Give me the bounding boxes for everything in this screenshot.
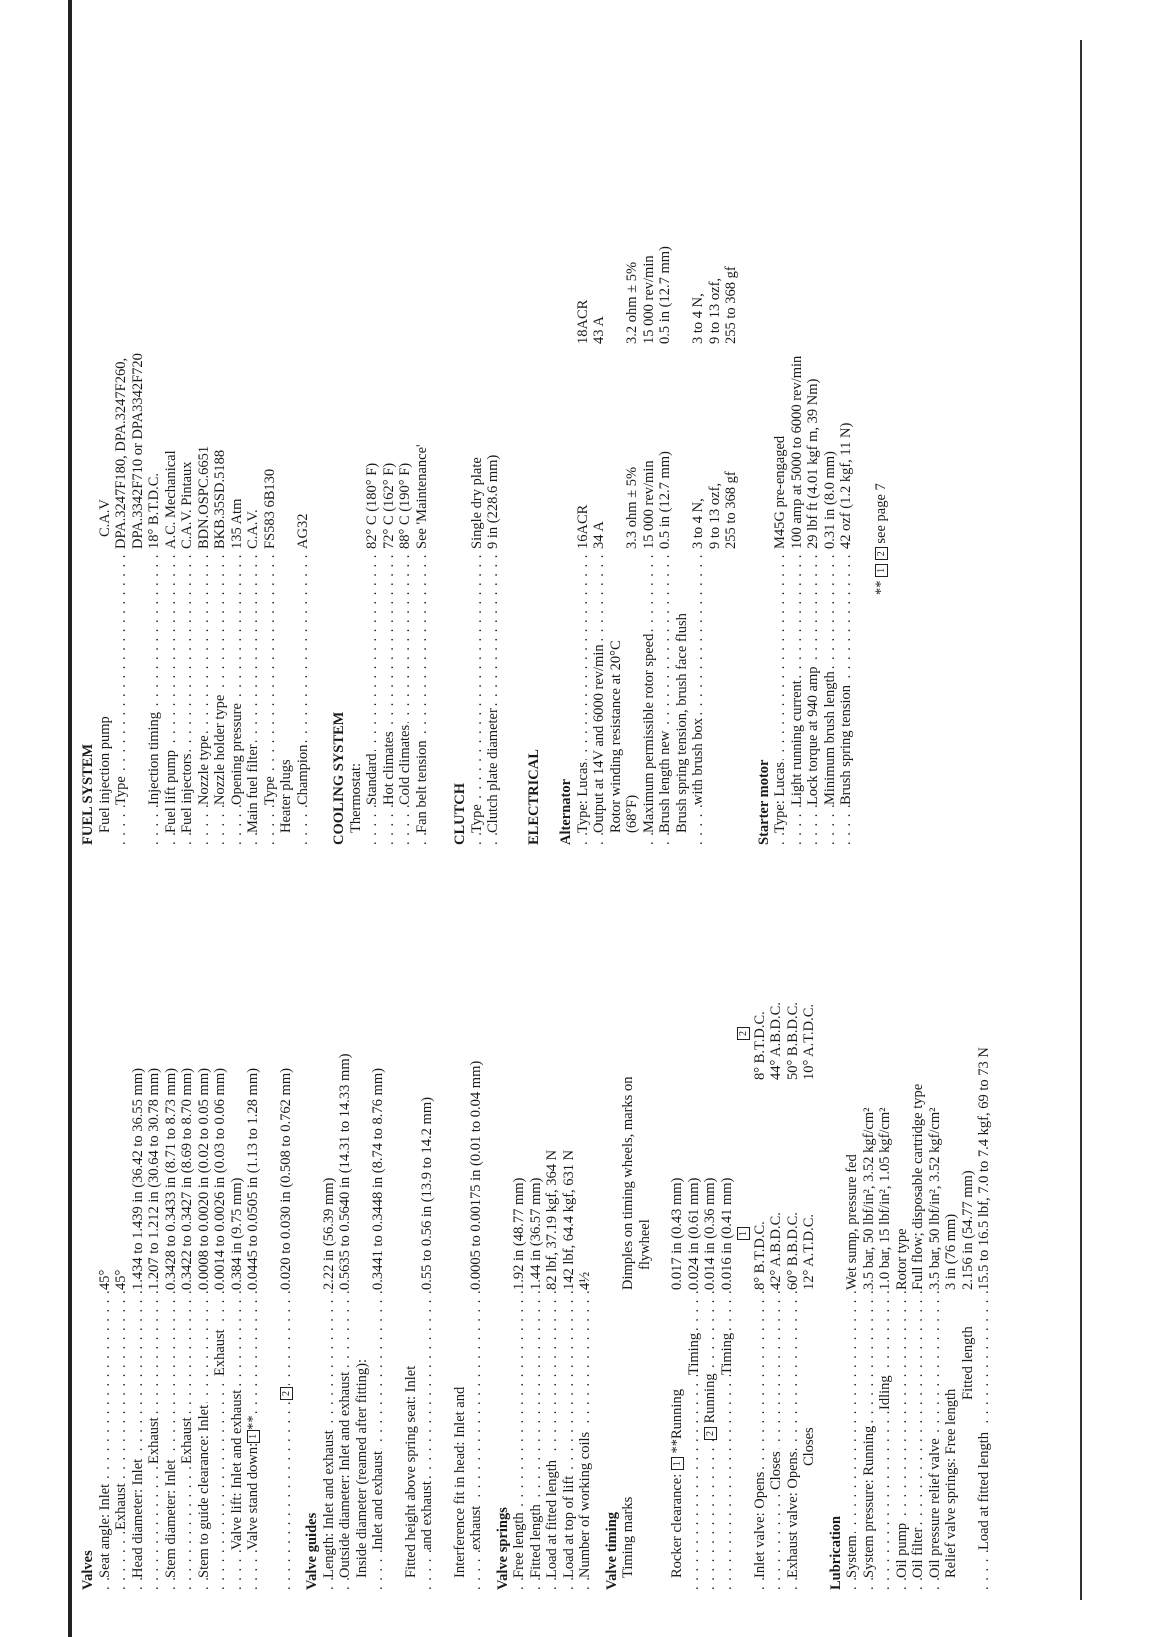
- spec-row: Timing . . . 0.024 in (0.61 mm): [686, 810, 703, 1590]
- rocker-box-2: 2: [704, 1427, 717, 1440]
- specifications-sheet: [80, 110, 1080, 1590]
- spec-row: Thermostat:: [347, 762, 364, 833]
- spec-row: flywheel: [637, 810, 654, 1590]
- spec-row: Nozzle type . . . BDN.OSPC.6651: [196, 110, 213, 845]
- spec-row: 255 to 368 gf 255 to 368 gf: [723, 110, 740, 845]
- spec-row: Idling . . . 1.0 bar, 15 lbf/in², 1.05 kgf/cm²: [877, 810, 894, 1590]
- spec-row: Oil filter . . . Full flow; disposable cartridge type: [910, 810, 927, 1590]
- spec-row: Type . . . Single dry plate: [469, 110, 486, 845]
- spec-row: Type: Lucas . . . 16ACR 18ACR: [575, 110, 592, 845]
- spec-row: Type . . . DPA.3247F180, DPA.3247F260,: [113, 110, 130, 845]
- lubrication-section: [828, 810, 993, 1590]
- valves-section: [80, 810, 294, 1590]
- spec-row: Number of working coils . . . 4½: [577, 810, 594, 1590]
- spec-row: Exhaust . . . 1.207 to 1.212 in (30.64 to 30.78 mm): [146, 810, 163, 1590]
- spec-row: Brush spring tension . . . 42 ozf (1.2 kgf, 11 N): [838, 110, 855, 845]
- timing-column-headers: 1 2: [735, 810, 752, 1590]
- spec-row: exhaust . . . 0.0005 to 0.00175 in (0.01 to 0.04 mm): [468, 810, 485, 1590]
- spec-row: Champion . . . AG32: [295, 110, 312, 845]
- spec-row: Timing marks Dimples on timing wheels, marks on: [620, 1076, 636, 1578]
- alternator-title: Alternator: [558, 778, 574, 845]
- spec-row: with brush box . . . 3 to 4 N, 3 to 4 N,: [690, 110, 707, 845]
- spec-row: Nozzle holder type . . . BKB.35SD.5188: [212, 110, 229, 845]
- bottom-rule: [1080, 40, 1082, 1600]
- spec-row: Fitted length . . . 1.44 in (36.57 mm): [528, 810, 545, 1590]
- spec-row: (68°F) 3.3 ohm ± 5% 3.2 ohm ± 5%: [624, 261, 640, 833]
- spec-row: Outside diameter: Inlet and exhaust . . . 0.5635 to 0.5640 in (14.31 to 14.33 mm): [337, 810, 354, 1590]
- spec-row: Injection timing . . . 18° B.T.D.C.: [146, 110, 163, 845]
- spec-row: Load at top of lift . . . 142 lbf, 64.4 kgf, 631 N: [561, 810, 578, 1590]
- footnote-box-2: 2: [280, 1387, 293, 1400]
- spec-row: Relief valve springs: Free length 3 in (76 mm): [943, 1213, 959, 1578]
- cooling-system-section: [331, 110, 430, 845]
- spec-row: Valve stand down:1** . . . 0.0445 to 0.0505 in (1.13 to 1.28 mm): [245, 810, 262, 1590]
- spec-row: Length: Inlet and exhaust . . . 2.22 in (56.39 mm): [321, 810, 338, 1590]
- cooling-system-title: COOLING SYSTEM: [331, 711, 347, 845]
- spec-row: Head diameter: Inlet . . . 1.434 to 1.439 in (36.42 to 36.55 mm): [130, 810, 147, 1590]
- valve-guides-section: [304, 810, 485, 1590]
- spec-row: Fuel lift pump . . . A.C. Mechanical: [163, 110, 180, 845]
- fuel-system-title: FUEL SYSTEM: [80, 743, 96, 845]
- valve-guides-title: Valve guides: [304, 1512, 320, 1590]
- spec-row: Closes . . . 42° A.B.D.C. 44° A.B.D.C.: [768, 810, 785, 1590]
- spec-row: Exhaust . . . 0.3422 to 0.3427 in (8.69 to 8.70 mm): [179, 810, 196, 1590]
- electrical-title: ELECTRICAL: [525, 749, 542, 845]
- spec-row: and exhaust . . . 0.55 to 0.56 in (13.9 to 14.2 mm): [419, 810, 436, 1590]
- spec-row: Fitted length 2.156 in (54.77 mm): [959, 1170, 976, 1400]
- spec-row: Interference fit in head: Inlet and: [451, 1386, 468, 1578]
- valve-timing-title: Valve timing: [603, 1511, 620, 1590]
- spec-row: Brush length new . . . 0.5 in (12.7 mm) 0.5 in (12.7 mm): [657, 110, 674, 845]
- spec-row: Light running current . . . 100 amp at 5000 to 6000 rev/min: [789, 110, 806, 845]
- spec-row: Fuel injection pump C.A.V: [96, 499, 113, 833]
- spec-row: Fitted height above spring seat: Inlet: [402, 1365, 419, 1578]
- spec-row: Free length . . . 1.92 in (48.77 mm): [511, 810, 528, 1590]
- footnote: ** 1 2 see page 7: [872, 483, 889, 595]
- spec-row: 9 to 13 ozf, 9 to 13 ozf,: [707, 110, 724, 845]
- spec-row: DPA.3342F710 or DPA3342F720: [130, 110, 147, 845]
- spec-row: Timing . . . 0.016 in (0.41 mm): [719, 810, 736, 1590]
- spec-row: Cold climates . . . 88° C (190° F): [397, 110, 414, 845]
- spec-row: Hot climates . . . 72° C (162° F): [381, 110, 398, 845]
- spec-row: Brush spring tension, brush face flush: [673, 613, 690, 833]
- spec-row: Oil pressure relief valve . . . 3.5 bar, 50 lbf/in², 3.52 kgf/cm²: [927, 810, 944, 1590]
- spec-row: Closes 12° A.T.D.C. 10° A.T.D.C.: [801, 1003, 817, 1466]
- electrical-section: [526, 110, 855, 845]
- spec-row: 2 Running . . . 0.014 in (0.36 mm): [702, 810, 719, 1590]
- spec-row: System . . . Wet sump, pressure fed: [844, 810, 861, 1590]
- spec-row: Stem to guide clearance: Inlet . . . 0.0008 to 0.0020 in (0.02 to 0.05 mm): [196, 810, 213, 1590]
- footnote-box-2: 2: [875, 547, 888, 560]
- spec-row: Lock torque at 940 amp . . . 29 lbf ft (4.01 kgf m, 39 Nm): [805, 110, 822, 845]
- spec-row: Output at 14V and 6000 rev/min . . . 34 A 43 A: [591, 110, 608, 845]
- spec-row: Exhaust . . . 0.0014 to 0.0026 in (0.03 to 0.06 mm): [212, 810, 229, 1590]
- spec-row: Fan belt tension . . . See 'Maintenance': [414, 110, 431, 845]
- spec-row: Standard . . . 82° C (180° F): [364, 110, 381, 845]
- clutch-title: CLUTCH: [452, 782, 468, 845]
- spec-row: Rocker clearance: 1 **Running 0.017 in (0.43 mm): [669, 1177, 685, 1578]
- clutch-section: [452, 110, 502, 845]
- spec-row: Clutch plate diameter . . . 9 in (228.6 mm): [485, 110, 502, 845]
- valves-title: Valves: [80, 1550, 96, 1590]
- lubrication-title: Lubrication: [827, 1515, 844, 1590]
- spec-row: Rotor winding resistance at 20°C: [607, 640, 624, 833]
- valve-timing-section: [604, 810, 818, 1590]
- top-rule: [68, 0, 72, 1637]
- spec-row: Heater plugs: [278, 759, 294, 833]
- spec-row: Opening pressure . . . 135 Atm: [229, 110, 246, 845]
- spec-row: Valve lift: Inlet and exhaust . . . 0.384 in (9.75 mm): [229, 810, 246, 1590]
- spec-row: Inlet valve: Opens . . . 8° B.T.D.C. 8° B.T.D.C.: [752, 810, 769, 1590]
- starter-motor-title: Starter motor: [755, 759, 772, 845]
- spec-row: Fuel injectors . . . C.A.V. Pintaux: [179, 110, 196, 845]
- right-column: [80, 110, 889, 845]
- spec-row: Stem diameter: Inlet . . . 0.3428 to 0.3433 in (8.71 to 8.73 mm): [163, 810, 180, 1590]
- spec-row: Oil pump . . . Rotor type: [894, 810, 911, 1590]
- spec-row: Maximum permissible rotor speed . . . 15 000 rev/min 15 000 rev/min: [641, 110, 658, 845]
- spec-row: Seat angle: Inlet . . . 45°: [97, 810, 114, 1590]
- fuel-system-section: [80, 110, 311, 845]
- spec-row: Load at fitted length . . . 15.5 to 16.5 lbf, 7.0 to 7.4 kgf, 69 to 73 N: [976, 810, 993, 1590]
- spec-row: Load at fitted length . . . 82 lbf, 37.19 kgf, 364 N: [544, 810, 561, 1590]
- spec-row: 2 . . . 0.020 to 0.030 in (0.508 to 0.762 mm): [278, 810, 295, 1590]
- spec-row: Inside diameter (reamed after fitting):: [353, 1358, 370, 1578]
- valve-springs-title: Valve springs: [494, 1507, 511, 1590]
- spec-row: Main fuel filter . . . C.A.V.: [245, 110, 262, 845]
- valve-springs-section: [495, 810, 594, 1590]
- spec-row: Inlet and exhaust . . . 0.3441 to 0.3448 in (8.74 to 8.76 mm): [370, 810, 387, 1590]
- footnote-box-1: 1: [875, 564, 888, 577]
- spec-row: Minimum brush length . . . 0.31 in (8.0 mm): [822, 110, 839, 845]
- spec-row: Exhaust . . . 45°: [113, 810, 130, 1590]
- spec-row: Type: Lucas . . . M45G pre-engaged: [772, 110, 789, 845]
- left-column: [80, 810, 1003, 1590]
- rocker-box-1: 1: [671, 1457, 684, 1470]
- spec-row: System pressure: Running . . . 3.5 bar, 50 lbf/in², 3.52 kgf/cm²: [861, 810, 878, 1590]
- spec-row: Exhaust valve: Opens . . . 60° B.B.D.C. 50° B.B.D.C.: [785, 810, 802, 1590]
- spec-row: Type . . . FS583 6B130: [262, 110, 279, 845]
- footnote-box-1: 1: [247, 1430, 260, 1443]
